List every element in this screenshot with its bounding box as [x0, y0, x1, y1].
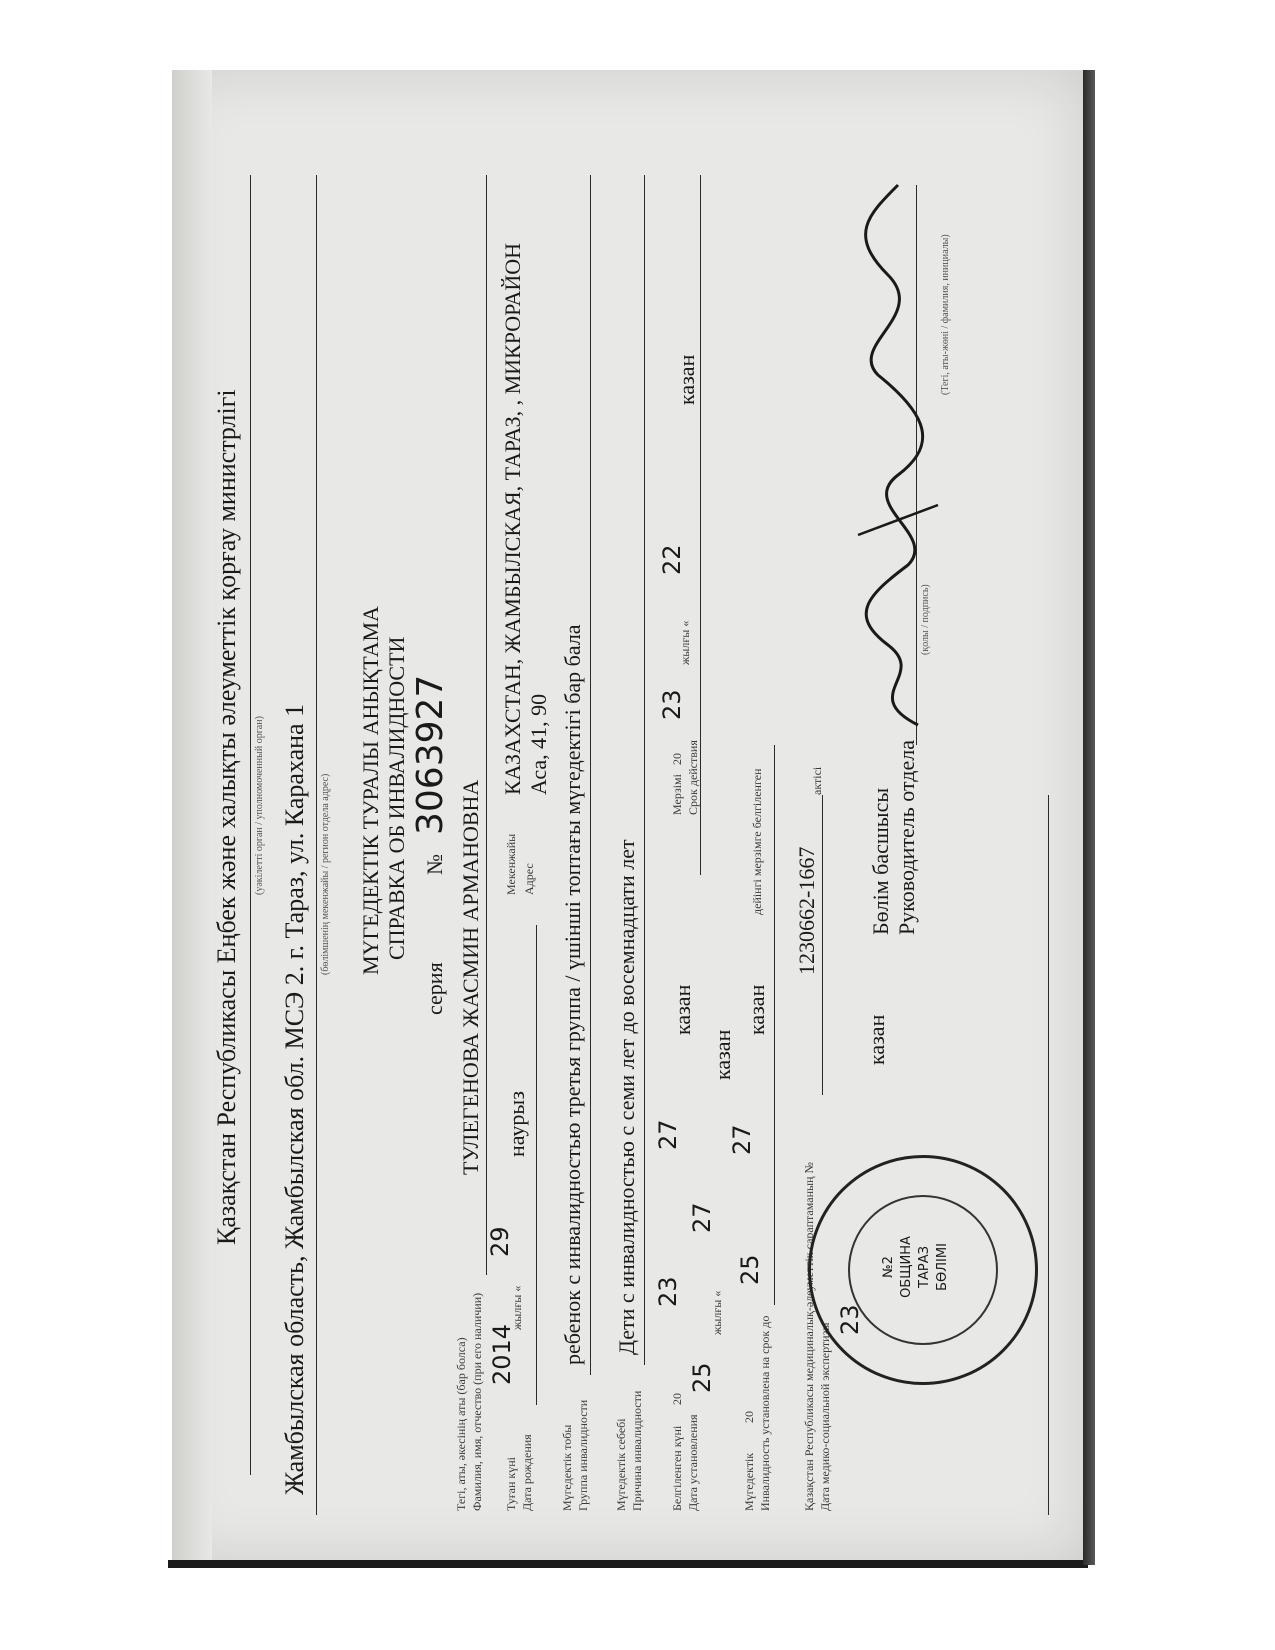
exam-suffix: актісі	[810, 766, 824, 795]
divider	[250, 175, 251, 1475]
until-label-ru: Инвалидность установлена на срок до	[758, 1315, 772, 1511]
department-address: Жамбылская область, Жамбылская обл. МСЭ 2. г. Тараз, ул. Караханa 1	[280, 703, 309, 1495]
established-label-ru: Дата установления	[686, 1414, 700, 1511]
address-label-kz: Мекенжайы	[504, 833, 518, 895]
term-label-ru: Срок действия	[686, 740, 700, 815]
exam-month: казан	[864, 1014, 889, 1065]
cause-label-ru: Причина инвалидности	[630, 1390, 644, 1511]
scan-margin	[0, 0, 168, 1650]
seal-text: ОБЩИНА	[899, 1236, 914, 1298]
certificate-title-ru: СПРАВКА ОБ ИНВАЛИДНОСТИ	[384, 636, 409, 960]
birth-label-ru: Дата рождения	[520, 1434, 534, 1511]
birth-year: 2014	[488, 1323, 516, 1385]
name-caption: (Тегі, аты-жөні / фамилия, инициалы)	[940, 234, 951, 395]
established-year: 23	[654, 1276, 682, 1307]
birth-month: наурыз	[504, 1091, 529, 1157]
certificate-title-kz: МҮГЕДЕКТІК ТУРАЛЫ АНЫҚТАМА	[358, 606, 383, 975]
divider	[1048, 795, 1049, 1515]
ministry-title: Қазақстан Республикасы Еңбек және халықты әлеуметтік қорғау министрлігі	[212, 389, 241, 1245]
established-month2: казан	[710, 1029, 735, 1080]
person-name: ТУЛЕГЕНОВА ЖАСМИН АРМАНОВНА	[458, 779, 483, 1175]
divider	[316, 175, 317, 1515]
certificate-number: 3063927	[410, 674, 451, 835]
divider	[536, 925, 537, 1405]
seal-text: ТАРАЗ	[917, 1246, 932, 1288]
head-label-kz: Бөлім басшысы	[868, 787, 893, 935]
term-label-kz: Мерзімі	[670, 774, 684, 815]
scanned-sheet	[172, 70, 1084, 1560]
group-label-ru: Группа инвалидности	[576, 1399, 590, 1511]
established-year2: 25	[688, 1362, 716, 1393]
address-label-ru: Адрес	[522, 863, 536, 895]
term-month: казан	[674, 354, 699, 405]
term-suffix: жылғы «	[678, 620, 692, 665]
divider	[700, 175, 701, 875]
until-month: казан	[744, 984, 769, 1035]
disability-group: ребенок с инвалидностью третья группа / үшінші топтағы мүгедектігі бар бала	[560, 624, 585, 1365]
divider	[644, 175, 645, 1365]
disability-cause: Дети с инвалидностью с семи лет до восемнадцати лет	[614, 839, 639, 1355]
established-year-prefix: 20	[670, 1393, 684, 1405]
birth-label-kz: Туған күні	[504, 1457, 518, 1511]
handwritten-signature	[838, 175, 948, 735]
established-day: 27	[654, 1119, 682, 1150]
official-seal	[808, 1155, 1038, 1385]
until-year: 25	[736, 1254, 764, 1285]
established-suffix: жылғы «	[710, 1290, 724, 1335]
group-label-kz: Мүгедектік тобы	[560, 1424, 574, 1511]
address-value-2: Аса, 41, 90	[526, 693, 551, 795]
number-sign: №	[422, 854, 447, 875]
ministry-caption: (уәкілетті орган / уполномоченный орган)	[254, 716, 265, 895]
department-caption: (бөлімшенің мекенжайы / регион отдела адрес)	[320, 773, 331, 975]
birth-day: 29	[486, 1226, 514, 1257]
exam-label-ru: Дата медико-социальной экспертизы	[818, 1322, 832, 1511]
divider	[822, 795, 823, 1095]
divider	[590, 175, 591, 1375]
name-label-ru: Фамилия, имя, отчество (при его наличии)	[470, 1292, 484, 1511]
birth-year-suffix: жылғы «	[510, 1285, 524, 1330]
scan-edge	[1083, 70, 1095, 1565]
established-day2: 27	[688, 1202, 716, 1233]
established-month: казан	[670, 984, 695, 1035]
certificate-document	[188, 95, 1068, 1535]
divider	[486, 175, 487, 1275]
seal-text: БӨЛІМІ	[935, 1243, 950, 1291]
scan-edge	[168, 1560, 1088, 1568]
term-prefix: 20	[670, 753, 684, 765]
term-year: 23	[658, 689, 686, 720]
exam-year: 23	[836, 1304, 864, 1335]
seal-text: №2	[881, 1256, 896, 1278]
head-label-ru: Руководитель отдела	[894, 739, 919, 935]
exam-label: Қазақстан Республикасы медициналық-әлеуметтік сараптаманың №	[802, 1162, 816, 1511]
signature-caption: (қолы / подпись)	[920, 584, 931, 655]
until-label-kz: Мүгедектік	[742, 1452, 756, 1511]
term-day: 22	[658, 544, 686, 575]
established-label-kz: Белгіленген күні	[670, 1425, 684, 1511]
cause-label-kz: Мүгедектік себебі	[614, 1418, 628, 1511]
divider	[774, 745, 775, 1305]
name-label-kz: Тегі, аты, әкесінің аты (бар болса)	[454, 1337, 468, 1511]
address-value: КАЗАХСТАН, ЖАМБЫЛСКАЯ, ТАРАЗ, , МИКРОРАЙОН	[500, 242, 525, 795]
exam-number: 1230662-1667	[794, 846, 819, 975]
until-prefix: 20	[742, 1411, 756, 1423]
series-label: серия	[422, 962, 447, 1015]
until-day: 27	[728, 1124, 756, 1155]
until-note: дейінгі мерзімге белгіленген	[750, 768, 764, 915]
